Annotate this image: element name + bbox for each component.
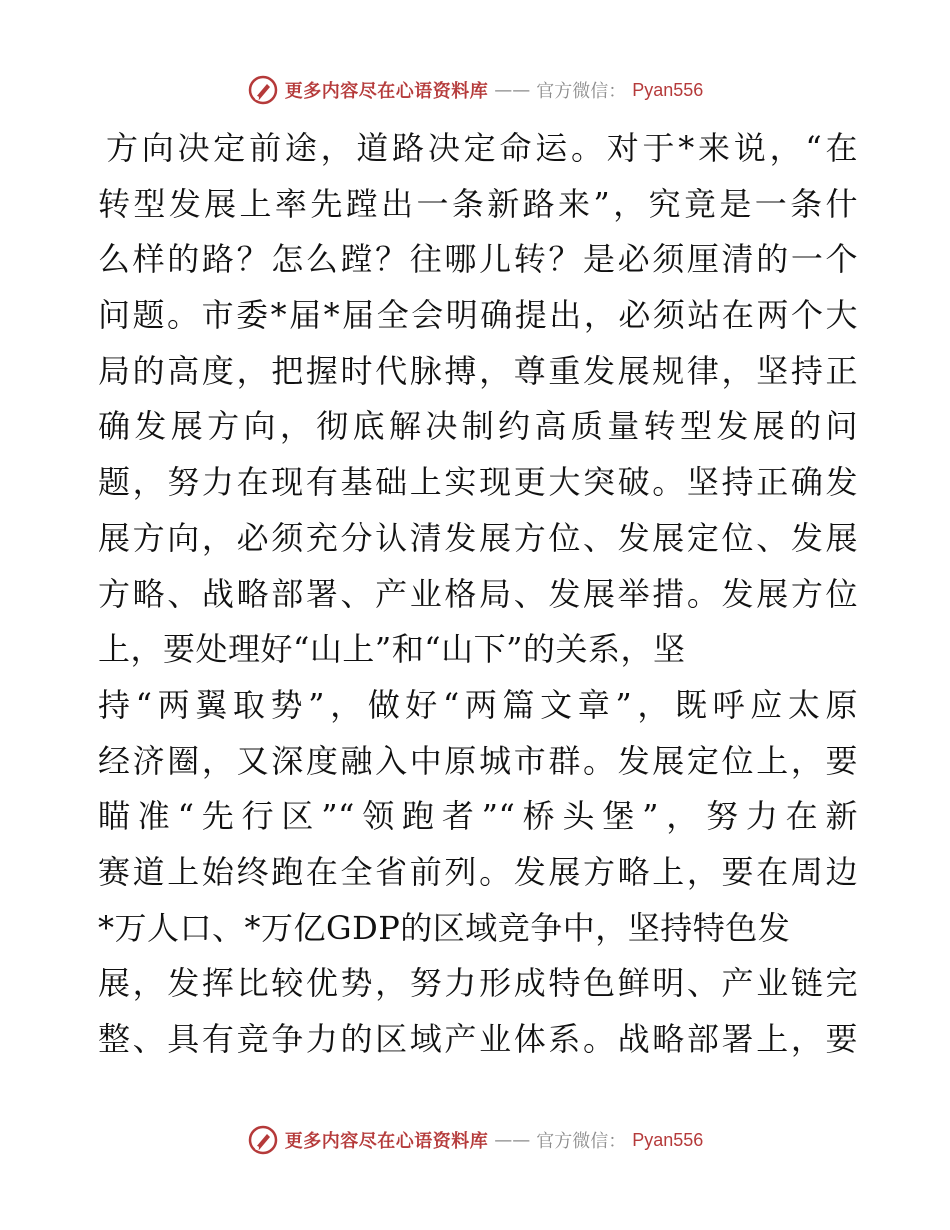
body-line: 方略、战略部署、产业格局、发展举措。发展方位	[98, 574, 858, 613]
body-line: *万人口、*万亿GDP的区域竞争中，坚持特色发	[98, 908, 791, 947]
body-line: 转型发展上率先蹚出一条新路来”，究竟是一条什	[98, 184, 858, 223]
body-line: 么样的路？怎么蹚？往哪儿转？是必须厘清的一个	[98, 240, 858, 279]
body-line: 问题。市委*届*届全会明确提出，必须站在两个大	[98, 296, 858, 335]
header-wechat-id: Pyan556	[632, 79, 704, 100]
body-line: 赛道上始终跑在全省前列。发展方略上，要在周边	[98, 852, 858, 891]
header-wechat-label: 官方微信：	[536, 81, 627, 102]
body-line: 持“两翼取势”，做好“两篇文章”，既呼应太原	[98, 685, 858, 724]
body-line: 题，努力在现有基础上实现更大突破。坚持正确发	[98, 463, 858, 502]
footer-wechat-id: Pyan556	[632, 1129, 704, 1150]
footer-separator: ——	[494, 1129, 531, 1151]
body-text	[98, 121, 858, 1068]
body-line: 瞄准“先行区”“领跑者”“桥头堡”，努力在新	[98, 797, 858, 836]
pen-nib-icon	[247, 74, 279, 106]
pen-nib-icon	[247, 1124, 279, 1156]
header-banner	[0, 70, 950, 110]
header-separator: ——	[494, 79, 531, 101]
body-line: 展方向，必须充分认清发展方位、发展定位、发展	[98, 518, 858, 557]
body-line: 整、具有竞争力的区域产业体系。战略部署上，要	[98, 1020, 858, 1058]
body-line: 展，发挥比较优势，努力形成特色鲜明、产业链完	[98, 964, 858, 1003]
footer-brand-text: 更多内容尽在心语资料库	[284, 1131, 489, 1152]
body-line: 上，要处理好“山上”和“山下”的关系，坚	[98, 630, 686, 669]
body-line: 确发展方向，彻底解决制约高质量转型发展的问	[98, 407, 858, 446]
header-brand-text: 更多内容尽在心语资料库	[284, 81, 489, 102]
footer-banner	[0, 1120, 950, 1160]
body-line: 局的高度，把握时代脉搏，尊重发展规律，坚持正	[98, 351, 858, 390]
body-line: 经济圈，又深度融入中原城市群。发展定位上，要	[98, 741, 858, 780]
body-line: 方向决定前途，道路决定命运。对于*来说，“在	[106, 129, 858, 167]
footer-wechat-label: 官方微信：	[536, 1131, 627, 1152]
